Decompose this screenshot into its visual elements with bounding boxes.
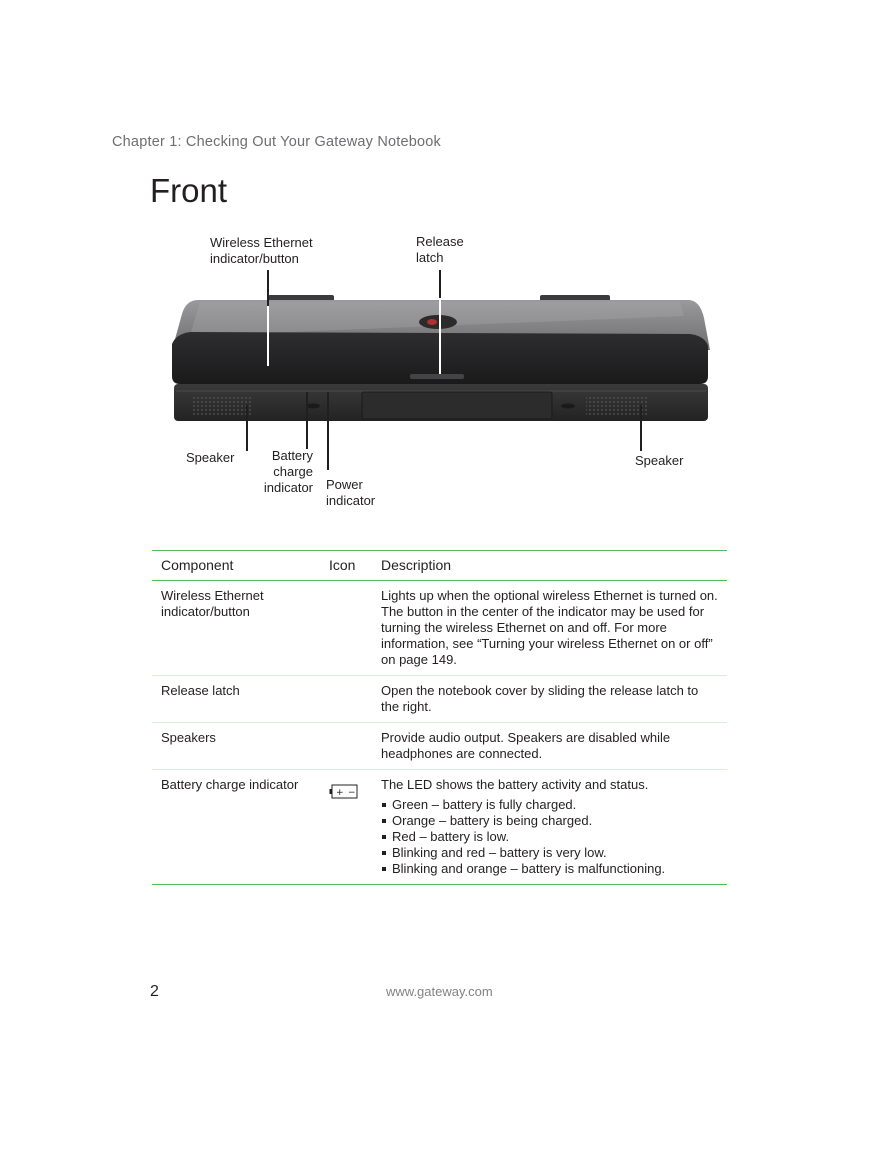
- row-icon: [320, 676, 372, 723]
- table-row: [152, 723, 727, 770]
- page-number: 2: [150, 983, 159, 1000]
- leader-wireless-on-device: [267, 306, 269, 366]
- table-row: [152, 581, 727, 676]
- row-icon: [320, 581, 372, 676]
- row-component: Release latch: [152, 676, 320, 723]
- callout-battery-charge: Battery charge indicator: [263, 448, 313, 495]
- footer-url: www.gateway.com: [386, 984, 493, 999]
- list-item: Blinking and red – battery is very low.: [381, 845, 718, 861]
- callout-power-indicator: Power indicator: [326, 477, 376, 508]
- svg-text:−: −: [348, 788, 356, 798]
- front-indicator-right: [561, 404, 575, 409]
- battery-icon: [329, 783, 359, 801]
- row-description: Lights up when the optional wireless Ethernet is turned on. The button in the center of the indicator may be used for turning the wireless Ethernet on and off. For more information, see “Turning your wireless Ethernet on or off” on page 149.: [372, 581, 727, 676]
- row-description: Provide audio output. Speakers are disabled while headphones are connected.: [372, 723, 727, 770]
- callout-release-latch: Release latch: [416, 234, 464, 265]
- leader-wireless: [267, 270, 269, 306]
- chapter-header: Chapter 1: Checking Out Your Gateway Notebook: [112, 134, 441, 150]
- row-description: Open the notebook cover by sliding the release latch to the right.: [372, 676, 727, 723]
- lid-logo: [419, 315, 457, 329]
- speaker-grill-right: [586, 395, 648, 415]
- leader-speaker-left: [246, 405, 248, 451]
- table-row: [152, 676, 727, 723]
- leader-release: [439, 270, 441, 298]
- leader-release-on-device: [439, 298, 441, 374]
- front-indicator-left: [306, 404, 320, 409]
- header-component: Component: [152, 551, 320, 581]
- leader-power: [327, 392, 329, 470]
- row-component: Speakers: [152, 723, 320, 770]
- header-description: Description: [372, 551, 727, 581]
- battery-status-list: [381, 797, 718, 877]
- row-description: [372, 770, 727, 885]
- table-row: [152, 770, 727, 885]
- leader-battery: [306, 392, 308, 449]
- row-component: Battery charge indicator: [152, 770, 320, 885]
- section-title: Front: [150, 172, 228, 209]
- list-item: Red – battery is low.: [381, 829, 718, 845]
- release-latch: [410, 374, 464, 379]
- battery-description: The LED shows the battery activity and status.: [381, 777, 649, 792]
- list-item: Orange – battery is being charged.: [381, 813, 718, 829]
- row-component: Wireless Ethernet indicator/button: [152, 581, 320, 676]
- table-header-row: [152, 551, 727, 581]
- speaker-grill-left: [192, 395, 252, 415]
- drive-bay: [362, 392, 552, 419]
- list-item: Green – battery is fully charged.: [381, 797, 718, 813]
- svg-text:+: +: [336, 788, 344, 798]
- header-icon: Icon: [320, 551, 372, 581]
- notebook-front-figure: [0, 0, 893, 520]
- lid-logo-center: [427, 319, 437, 325]
- callout-speaker-left: Speaker: [186, 450, 235, 465]
- list-item: Blinking and orange – battery is malfunctioning.: [381, 861, 718, 877]
- component-table: [152, 550, 727, 885]
- row-icon: [320, 723, 372, 770]
- callout-wireless-ethernet: Wireless Ethernet indicator/button: [210, 235, 313, 266]
- row-icon: [320, 770, 372, 885]
- callout-speaker-right: Speaker: [635, 453, 684, 468]
- leader-speaker-right: [640, 405, 642, 451]
